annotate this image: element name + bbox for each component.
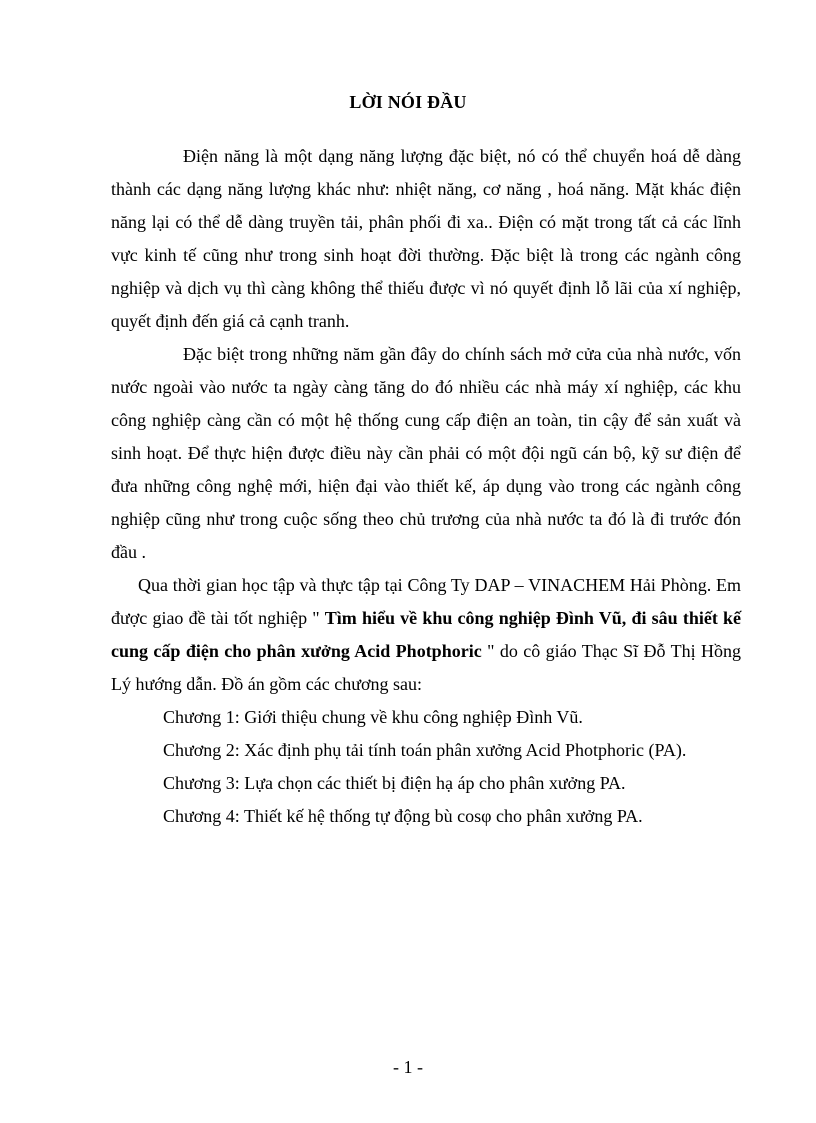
chapter-item-4: Chương 4: Thiết kế hệ thống tự động bù cosφ cho phân xưởng PA. <box>163 806 643 826</box>
chapter-item-2: Chương 2: Xác định phụ tải tính toán phân xưởng Acid Photphoric (PA). <box>163 740 687 760</box>
chapter-item-1: Chương 1: Giới thiệu chung về khu công nghiệp Đình Vũ. <box>163 707 583 727</box>
page-title: LỜI NÓI ĐẦU <box>349 92 467 112</box>
paragraph-thesis <box>111 569 741 701</box>
paragraph-context: Đặc biệt trong những năm gần đây do chính sách mở cửa của nhà nước, vốn nước ngoài vào nước ta ngày càng tăng do đó nhiều các nhà máy xí nghiệp, các khu công nghiệp càng cần có một hệ thống cung cấp điện an toàn, tin cậy để sản xuất và sinh hoạt. Để thực hiện được điều này cần phải có một đội ngũ cán bộ, kỹ sư điện để đưa những công nghệ mới, hiện đại vào thiết kế, áp dụng vào trong các ngành công nghiệp cũng như trong cuộc sống theo chủ trương của nhà nước ta đó là đi trước đón đầu . <box>111 344 741 562</box>
thesis-title: Tìm hiểu về khu công nghiệp Đình Vũ, đi sâu thiết kế cung cấp điện cho phân xưởng Acid Photphoric <box>111 608 741 661</box>
paragraph-intro: Điện năng là một dạng năng lượng đặc biệt, nó có thể chuyển hoá dễ dàng thành các dạng năng lượng khác như: nhiệt năng, cơ năng , hoá năng. Mặt khác điện năng lại có thể dễ dàng truyền tải, phân phối đi xa.. Điện có mặt trong tất cả các lĩnh vực kinh tế cũng như trong sinh hoạt đời thường. Đặc biệt là trong các ngành công nghiệp và dịch vụ thì càng không thể thiếu được vì nó quyết định lỗ lãi của xí nghiệp, quyết định đến giá cả cạnh tranh. <box>111 146 741 331</box>
chapter-item-3: Chương 3: Lựa chọn các thiết bị điện hạ áp cho phân xưởng PA. <box>163 773 626 793</box>
page-number: - 1 - <box>393 1057 423 1077</box>
body-text <box>111 140 741 833</box>
thesis-text-before: Qua thời gian học tập và thực tập tại Công Ty DAP – VINACHEM Hải Phòng. Em được giao đề tài tốt nghiệp " <box>111 575 741 628</box>
thesis-text-after: " do cô giáo Thạc Sĩ Đỗ Thị Hồng Lý hướng dẫn. Đồ án gồm các chương sau: <box>111 641 741 694</box>
